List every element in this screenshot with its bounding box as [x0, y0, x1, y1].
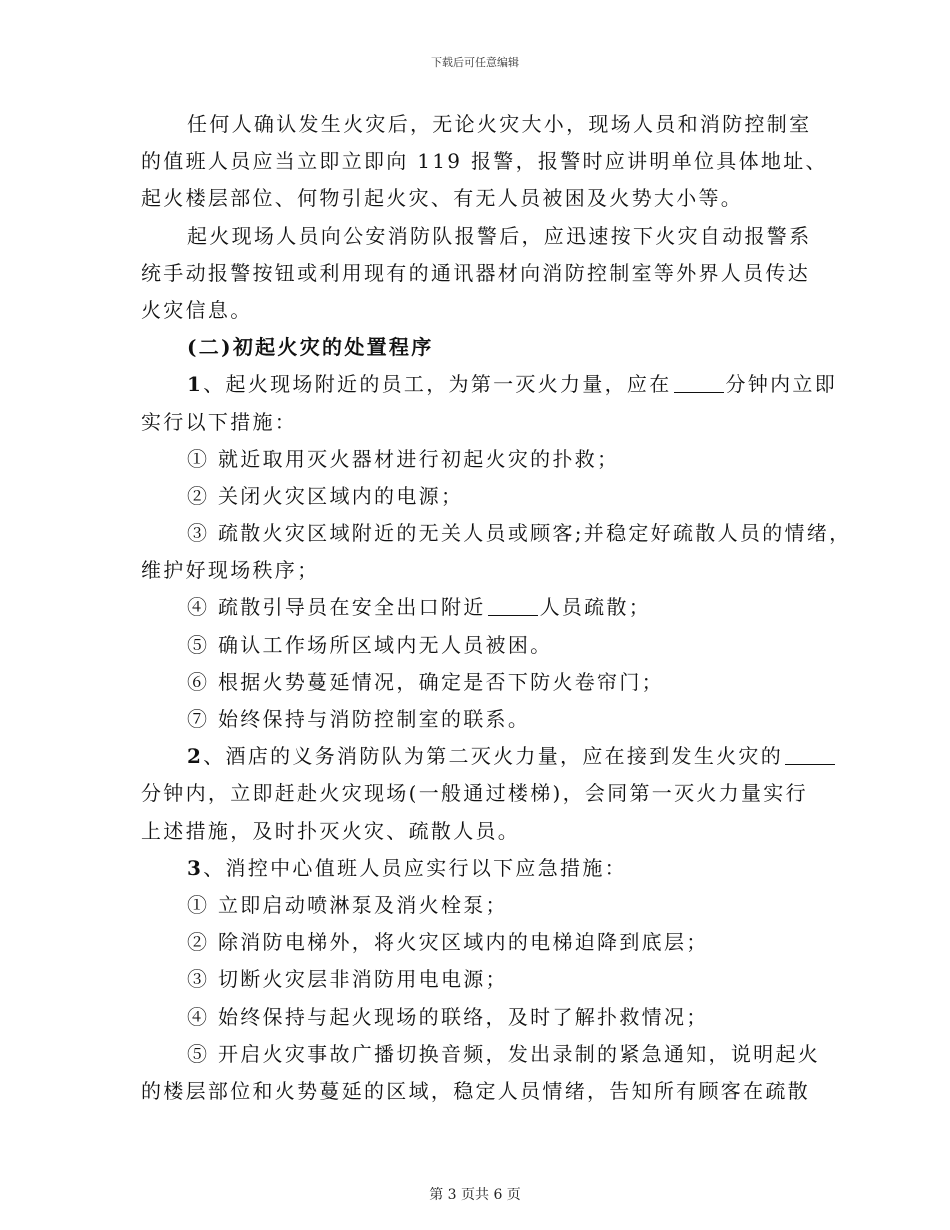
step-line: ① 就近取用灭火器材进行初起火灾的扑救；	[187, 446, 620, 471]
item-text: 、消控中心值班人员应实行以下应急措施：	[203, 855, 627, 880]
item-text: 分钟内立即	[725, 372, 838, 397]
item-number: 3	[187, 855, 204, 880]
fill-blank	[488, 593, 538, 616]
paragraph-line: 维护好现场秩序；	[141, 558, 320, 583]
paragraph-line: 统手动报警按钮或利用现有的通讯器材向消防控制室等外界人员传达	[141, 260, 810, 285]
step-line: ⑦ 始终保持与消防控制室的联系。	[187, 707, 531, 731]
step-line: ③ 疏散火灾区域附近的无关人员或顾客;并稳定好疏散人员的情绪，	[187, 521, 852, 546]
paragraph-line: 起火楼层部位、何物引起火灾、有无人员被困及火势大小等。	[141, 186, 744, 211]
section-title: (二)初起火灾的处置程序	[187, 335, 434, 360]
step-line: ② 除消防电梯外，将火灾区域内的电梯迫降到底层；	[187, 930, 709, 955]
item-text: 、起火现场附近的员工，为第一灭火力量，应在	[203, 372, 672, 397]
step-line: ② 关闭火灾区域内的电源；	[187, 483, 464, 508]
step-text: ④ 疏散引导员在安全出口附近	[187, 595, 486, 620]
step-line: ⑤ 开启火灾事故广播切换音频，发出录制的紧急通知，说明起火	[187, 1041, 821, 1066]
paragraph-line: 的楼层部位和火势蔓延的区域，稳定人员情绪，告知所有顾客在疏散	[141, 1078, 810, 1103]
paragraph-line: 分钟内，立即赶赴火灾现场(一般通过楼梯)，会同第一灭火力量实行	[141, 781, 808, 806]
page-number-footer: 第 3 页共 6 页	[429, 1187, 521, 1203]
paragraph-line: 上述措施，及时扑灭火灾、疏散人员。	[141, 818, 521, 843]
step-line: ⑥ 根据火势蔓延情况，确定是否下防火卷帘门；	[187, 669, 664, 694]
document-body	[141, 106, 852, 1110]
item-text: 、酒店的义务消防队为第二灭火力量，应在接到发生火灾的	[203, 744, 784, 769]
step-line: ① 立即启动喷淋泵及消火栓泵；	[187, 892, 508, 917]
paragraph-line: 任何人确认发生火灾后，无论火灾大小，现场人员和消防控制室	[187, 112, 812, 136]
item-2-line	[141, 738, 809, 775]
step-line: ③ 切断火灾层非消防用电电源；	[187, 967, 508, 992]
step-line: ④ 始终保持与起火现场的联络，及时了解扑救情况；	[187, 1004, 709, 1029]
paragraph-line: 的值班人员应当立即立即向 119 报警，报警时应讲明单位具体地址、	[141, 149, 828, 174]
step-line: ⑤ 确认工作场所区域内无人员被困。	[187, 632, 553, 657]
step-line	[141, 589, 809, 626]
item-1-line	[141, 366, 838, 403]
paragraph-line: 实行以下措施：	[141, 409, 298, 434]
page-header-note: 下载后可任意编辑	[431, 56, 519, 69]
fill-blank	[785, 742, 835, 765]
item-number: 1	[187, 372, 204, 397]
paragraph-line: 起火现场人员向公安消防队报警后，应迅速按下火灾自动报警系	[187, 223, 812, 248]
item-3-line	[141, 850, 809, 887]
step-text: 人员疏散；	[539, 595, 652, 620]
paragraph-line: 火灾信息。	[141, 297, 253, 322]
item-number: 2	[187, 744, 204, 769]
fill-blank	[674, 370, 724, 393]
